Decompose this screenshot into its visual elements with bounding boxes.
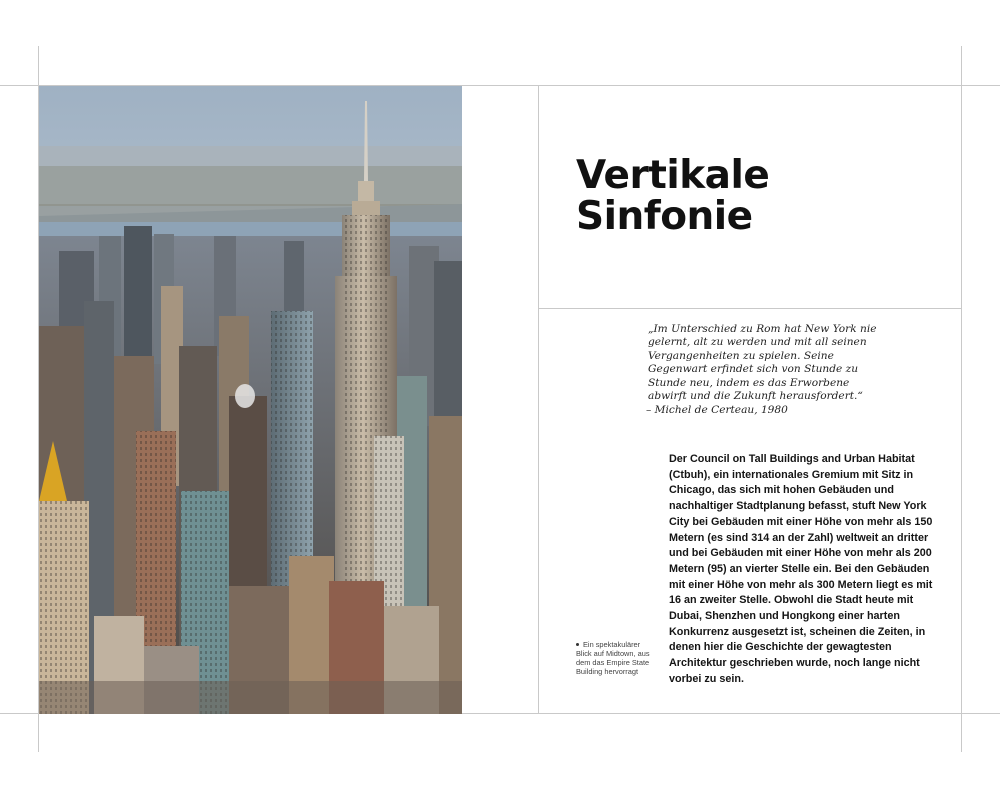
gutter-rule — [538, 86, 539, 713]
page-title: Vertikale Sinfonie — [576, 153, 770, 239]
photo-caption — [576, 640, 656, 676]
title-divider-rule — [538, 308, 961, 309]
body-paragraph: Der Council on Tall Buildings and Urban Habitat (Ctbuh), ein internationales Gremium mit Sitz in Chicago, das sich mit hohen Gebäuden und nachhaltiger Stadtplanung befasst, stuft New York City bei Gebäuden mit einer Höhe von mehr als 150 Metern (es sind 314 an der Zahl) weltweit an dritter und bei Gebäuden mit einer Höhe von mehr als 200 Metern (95) an vierter Stelle ein. Bei den Gebäuden mit einer Höhe von mehr als 300 Metern liegt es mit 16 an zweiter Stelle. Obwohl die Stadt heute mit Dubai, Shenzhen und Hongkong einer harten Konkurrenz ausgesetzt ist, scheinen die Zeiten, in denen hier die Geschichte der gewagtesten Architektur geschrieben wurde, noch lange nicht vorbei zu sein. — [669, 453, 933, 685]
right-margin-rule — [961, 46, 962, 752]
photo-caption-text: Ein spektakulärer Blick auf Midtown, aus dem das Empire State Building hervorragt — [576, 640, 650, 676]
midtown-skyline-photo — [39, 86, 462, 714]
caption-bullet-icon — [576, 643, 579, 646]
epigraph-quote: „Im Unterschied zu Rom hat New York nie gelernt, alt zu werden und mit all seinen Vergangenheiten zu spielen. Seine Gegenwart erfindet sich von Stunde zu Stunde neu, indem es das Erworbene abwirft und die Zukunft herausfordert.“ — [648, 323, 877, 403]
quote-attribution: – Michel de Certeau, 1980 — [646, 404, 788, 416]
